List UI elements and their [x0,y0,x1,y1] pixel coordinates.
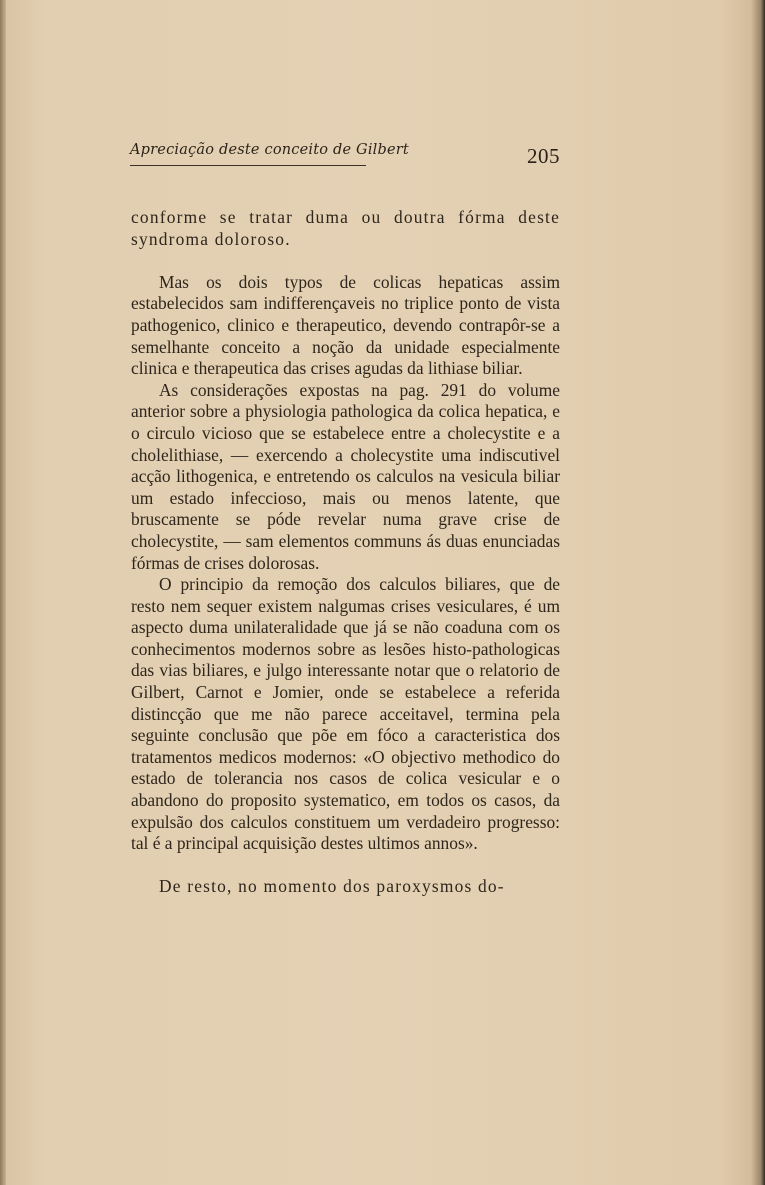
page-number: 205 [527,144,560,168]
paragraph-continuation: conforme se tratar duma ou doutra fórma deste syndroma doloroso. [131,207,560,249]
running-head [130,142,560,172]
body-text [131,207,560,898]
paragraph-last: De resto, no momento dos paroxysmos do- [159,876,505,897]
paragraph: Mas os dois typos de colicas hepaticas assim estabelecidos sam indifferençaveis no triplice ponto de vista pathogenico, clinico e therapeutico, devendo contrapôr-se a semelhante conceito a noção da unidade especialmente clinica e therapeutica das crises agudas da lithiase biliar. [131,271,560,379]
header-rule [130,165,366,166]
paragraph: As considerações expostas na pag. 291 do volume anterior sobre a physiologia pathologica da colica hepatica, e o circulo vicioso que se estabelece entre a cholecystite e a cholelithiase, — exercendo a cholecystite uma indiscutivel acção lithogenica, e entretendo os calculos na vesicula biliar um estado infeccioso, mais ou menos latente, que bruscamente se póde revelar numa grave crise de cholecystite, — sam elementos communs ás duas enunciadas fórmas de crises dolorosas. [131,379,560,573]
paragraph: O principio da remoção dos calculos biliares, que de resto nem sequer existem nalgumas crises vesiculares, é um aspecto duma unilateralidade que já se não coaduna com os conhecimentos modernos sobre as lesões histo-pathologicas das vias biliares, e julgo interessante notar que o relatorio de Gilbert, Carnot e Jomier, onde se estabelece a referida distincção que me não parece acceitavel, termina pela seguinte conclusão que põe em fóco a caracteristica dos tratamentos medicos modernos: «O objectivo methodico do estado de tolerancia nos casos de colica vesicular e o abandono do proposito systematico, em todos os casos, da expulsão dos calculos constituem um verdadeiro progresso: tal é a principal acquisição destes ultimos annos». [131,574,560,854]
running-title: Apreciação deste conceito de Gilbert [130,142,409,158]
